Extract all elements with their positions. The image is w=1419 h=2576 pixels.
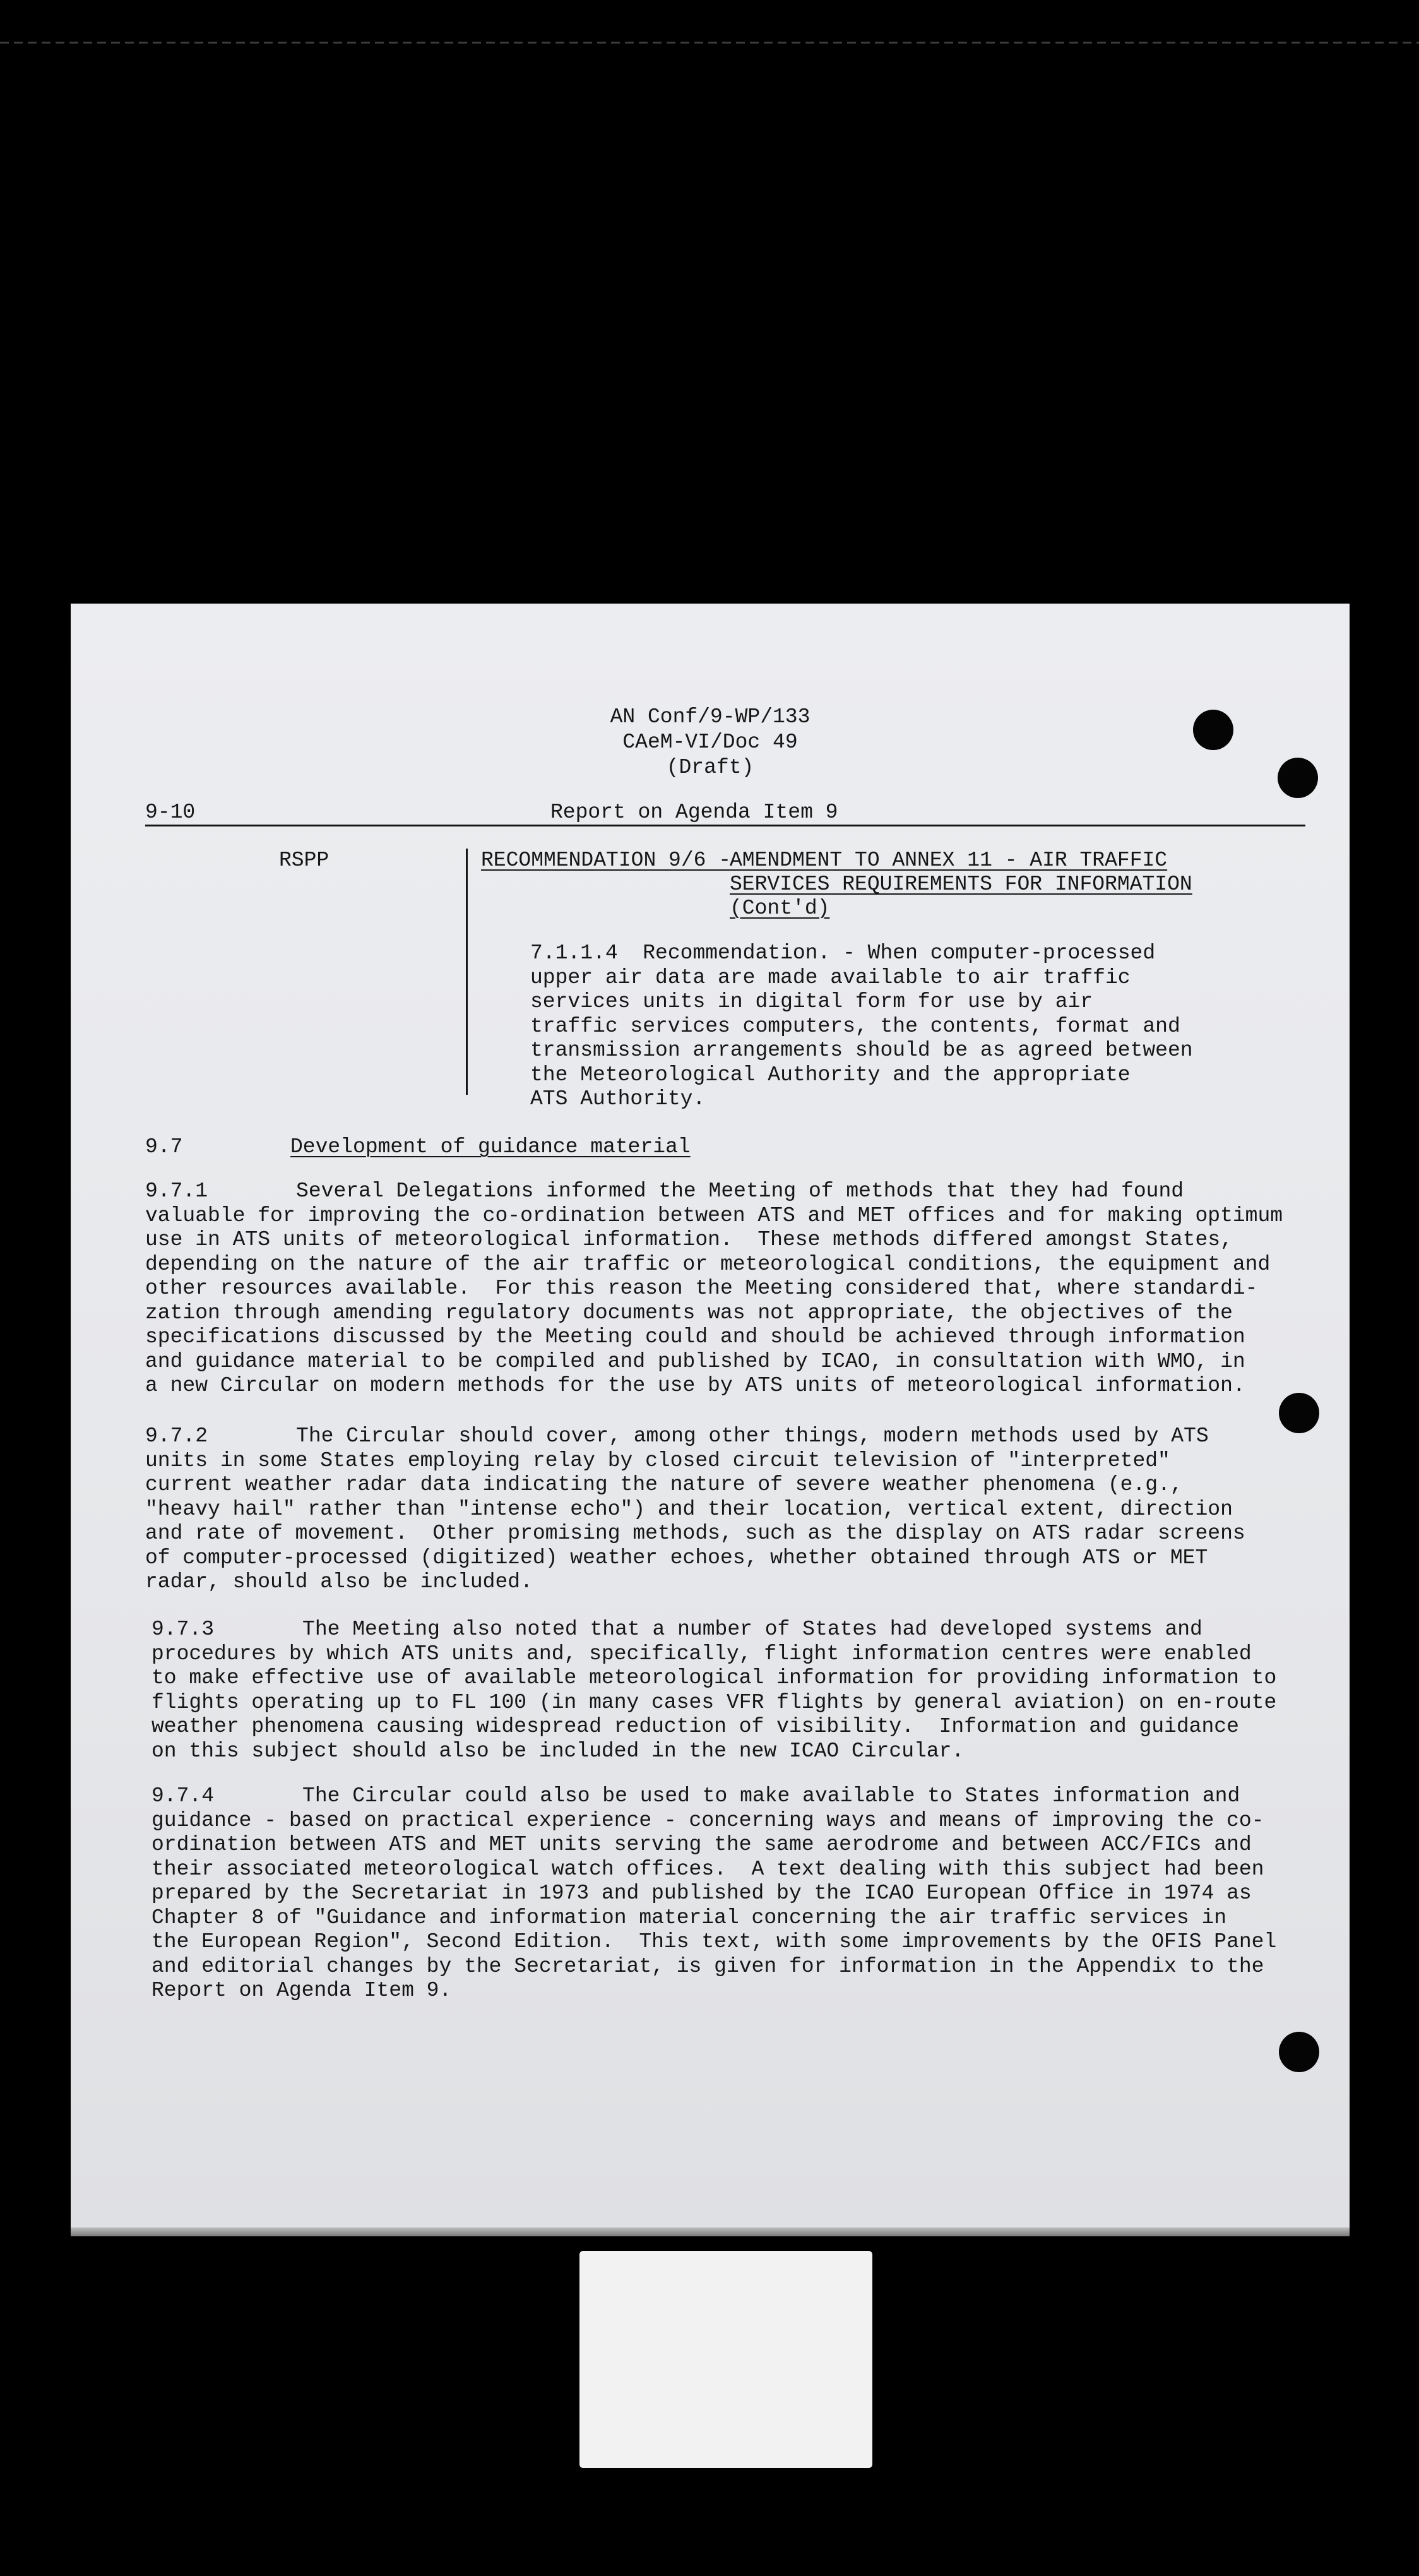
doc-reference-line2: CAeM-VI/Doc 49 [622,730,798,754]
paragraph-line: and rate of movement. Other promising methods, such as the display on ATS radar screens [145,1522,1245,1545]
paragraph-number: 9.7.2 [145,1424,208,1448]
running-title: Report on Agenda Item 9 [550,801,838,824]
paragraph-line: zation through amending regulatory documents was not appropriate, the objectives of the [145,1301,1233,1325]
paragraph-line: valuable for improving the co-ordination between ATS and MET offices and for making optimum [145,1203,1283,1227]
recommendation-body [530,941,1193,1112]
section-title: Development of guidance material [290,1135,691,1159]
paragraph-line: guidance - based on practical experience - concerning ways and means of improving the co- [151,1808,1264,1832]
paragraph-line: use in ATS units of meteorological information. These methods differed amongst States, [145,1228,1233,1251]
scan-border-line [0,42,1419,44]
recommendation-margin-rule [466,849,468,1095]
paragraph-number: 9.7.4 [151,1784,215,1808]
recommendation-title-line2: SERVICES REQUIREMENTS FOR INFORMATION [730,873,1192,896]
paragraph-line: and guidance material to be compiled and published by ICAO, in consultation with WMO, in [145,1349,1245,1373]
document-page [71,604,1350,2236]
recommendation-line: 7.1.1.4 Recommendation. - When computer-processed [530,941,1156,965]
paragraph-line: to make effective use of available meteorological information for providing information to [151,1666,1277,1690]
paragraph-line: flights operating up to FL 100 (in many cases VFR flights by general aviation) on en-route [151,1690,1277,1714]
recommendation-line: upper air data are made available to air traffic [530,965,1131,989]
recommendation-line: transmission arrangements should be as agreed between [530,1039,1193,1062]
blank-slip [579,2251,872,2468]
paragraph-line: "heavy hail" rather than "intense echo") and their location, vertical extent, direction [145,1497,1233,1521]
paragraph-line: ordination between ATS and MET units serving the same aerodrome and between ACC/FICs and [151,1833,1252,1856]
paragraph-line: a new Circular on modern methods for the use by ATS units of meteorological information. [145,1374,1245,1397]
paragraph-line: The Circular could also be used to make available to States information and [302,1784,1240,1808]
recommendation-title-line3: (Cont'd) [730,897,830,920]
doc-reference-line1: AN Conf/9-WP/133 [610,705,810,729]
section-number: 9.7 [145,1135,183,1159]
paragraph-line: procedures by which ATS units and, specifically, flight information centres were enabled [151,1642,1252,1666]
paragraph-line: The Circular should cover, among other things, modern methods used by ATS [296,1424,1209,1448]
paragraph-line: prepared by the Secretariat in 1973 and published by the ICAO European Office in 1974 as [151,1881,1252,1905]
page-bottom-edge [71,2227,1350,2236]
recommendation-line: services units in digital form for use by air [530,990,1093,1013]
paragraph-9-7-2 [145,1424,1307,1595]
header-rule [145,825,1305,826]
paragraph-line: Report on Agenda Item 9. [151,1979,452,2002]
paragraph-line: Several Delegations informed the Meeting of methods that they had found [296,1179,1184,1203]
paragraph-9-7-1 [145,1179,1307,1398]
paragraph-line: radar, should also be included. [145,1570,533,1594]
paragraph-line: on this subject should also be included in the new ICAO Circular. [151,1739,965,1763]
recommendation-title-line1: AMENDMENT TO ANNEX 11 - AIR TRAFFIC [730,849,1168,872]
paragraph-line: The Meeting also noted that a number of States had developed systems and [302,1618,1202,1641]
paragraph-number: 9.7.1 [145,1179,208,1203]
paragraph-line: depending on the nature of the air traffic or meteorological conditions, the equipment and [145,1252,1271,1276]
paragraph-line: specifications discussed by the Meeting could and should be achieved through information [145,1325,1245,1349]
paragraph-number: 9.7.3 [151,1618,215,1641]
paragraph-line: weather phenomena causing widespread reduction of visibility. Information and guidance [151,1715,1239,1738]
paragraph-line: and editorial changes by the Secretariat, is given for information in the Appendix to the [151,1954,1264,1978]
paragraph-line: Chapter 8 of "Guidance and information material concerning the air traffic services in [151,1905,1227,1929]
recommendation-line: traffic services computers, the contents, format and [530,1014,1180,1038]
paragraph-line: their associated meteorological watch offices. A text dealing with this subject had been [151,1857,1264,1881]
paragraph-9-7-3 [151,1618,1313,1763]
paragraph-line: units in some States employing relay by closed circuit television of "interpreted" [145,1448,1170,1472]
paragraph-9-7-4 [151,1784,1313,2003]
paragraph-line: the European Region", Second Edition. This text, with some improvements by the OFIS Panel [151,1930,1277,1953]
paragraph-line: current weather radar data indicating the nature of severe weather phenomena (e.g., [145,1473,1183,1496]
paragraph-line: of computer-processed (digitized) weather echoes, whether obtained through ATS or MET [145,1546,1208,1570]
paragraph-line: other resources available. For this reason the Meeting considered that, where standardi- [145,1277,1258,1300]
recommendation-line: the Meteorological Authority and the appropriate [530,1063,1131,1087]
page-number: 9-10 [145,801,196,824]
doc-reference-line3: (Draft) [666,756,754,779]
punch-hole-4 [1279,2032,1319,2072]
recommendation-line: ATS Authority. [530,1087,706,1111]
recommendation-label: RECOMMENDATION 9/6 - [481,849,732,872]
margin-label: RSPP [279,849,330,872]
